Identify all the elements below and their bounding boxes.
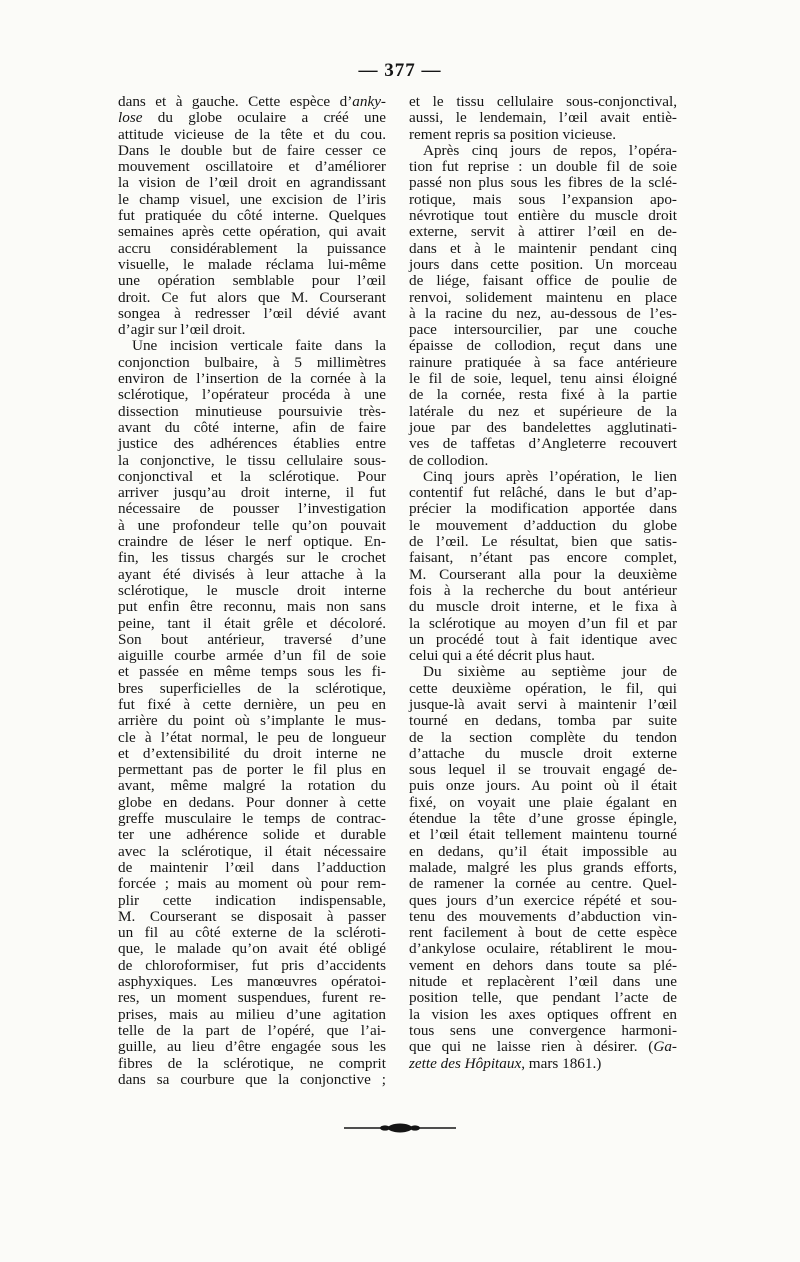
- text-line: [409, 110, 677, 126]
- text-run: épaisse de collodion, reçut dans une: [409, 337, 677, 355]
- text-line: [409, 94, 677, 110]
- text-run: Dans le double but de faire cesser ce: [118, 141, 386, 159]
- text-line: [409, 909, 677, 925]
- text-run: guille, au lieu d’être engagée sous les: [118, 1038, 386, 1056]
- text-run: précier la modification apportée dans: [409, 500, 677, 518]
- text-line: [409, 778, 677, 794]
- text-line: [409, 224, 677, 240]
- text-run: globe en dedans. Pour donner à cette: [118, 793, 386, 811]
- text-run: et d’extensibilité du droit interne ne: [118, 744, 386, 762]
- text-run: le champ visuel, une excision de l’iris: [118, 190, 386, 208]
- text-line: [409, 583, 677, 599]
- text-run: Du sixième au septième jour de: [423, 663, 677, 681]
- text-run: plir cette indication indispensable,: [118, 891, 386, 909]
- text-run: malade, malgré les plus grands efforts,: [409, 858, 677, 876]
- text-run: sclérotique, l’opérateur procéda à une: [118, 386, 386, 404]
- text-line: [118, 241, 386, 257]
- text-run: fixé, on voyait une plaie égalant en: [409, 793, 677, 811]
- text-run: sclérotique, le muscle droit interne: [118, 581, 386, 599]
- text-line: [409, 208, 677, 224]
- text-line: [409, 713, 677, 729]
- text-line: [409, 795, 677, 811]
- text-line: [118, 534, 386, 550]
- text-run: peine, tant il était grêle et décoloré.: [118, 614, 386, 632]
- text-line: [409, 257, 677, 273]
- text-run: environ de l’insertion de la cornée à la: [118, 370, 386, 388]
- text-line: [409, 746, 677, 762]
- text-line: [118, 257, 386, 273]
- text-line: [409, 811, 677, 827]
- text-line: [118, 355, 386, 371]
- text-run: tourné en dedans, tomba par suite: [409, 712, 677, 730]
- text-line: [118, 827, 386, 843]
- text-run: accru considérablement la puissance: [118, 239, 386, 257]
- text-run: M. Courserant alla pour la deuxième: [409, 565, 677, 583]
- text-run: nécessaire de pousser l’investigation: [118, 500, 386, 518]
- text-line: [118, 550, 386, 566]
- text-line: [409, 338, 677, 354]
- text-run: puis onze jours. Au point où il était: [409, 777, 677, 795]
- text-line: [118, 844, 386, 860]
- text-line: [118, 518, 386, 534]
- text-run: contentif fut relâché, dans le but d’ap-: [409, 484, 677, 502]
- text-line: [118, 795, 386, 811]
- text-line: [118, 713, 386, 729]
- text-run: Cinq jours après l’opération, le lien: [423, 467, 677, 485]
- text-run: arriver jusqu’au droit interne, il fut: [118, 484, 386, 502]
- text-run: sous lequel il se trouvait engagé de-: [409, 761, 677, 779]
- text-line: [409, 306, 677, 322]
- text-line: [118, 208, 386, 224]
- italic-text: anky-: [352, 93, 386, 110]
- italic-text: lose: [118, 109, 143, 127]
- text-run: cle à l’état normal, le peu de longueur: [118, 728, 386, 746]
- text-run: de collodion.: [409, 451, 489, 469]
- text-line: [409, 1056, 677, 1072]
- text-run: ques jours d’un exercice répété et sou-: [409, 891, 677, 909]
- italic-text: zette des Hôpitaux: [409, 1054, 522, 1072]
- text-run: et passée en même temps sous les fi-: [118, 663, 386, 681]
- text-run: de maintenir l’œil dans l’adduction: [118, 858, 386, 876]
- text-line: [409, 241, 677, 257]
- text-line: [118, 599, 386, 615]
- text-line: [118, 681, 386, 697]
- text-run: névrotique tout entière du muscle droit: [409, 207, 677, 225]
- text-run: jours dans cette position. Un morceau: [409, 255, 677, 273]
- text-run: celui qui a été décrit plus haut.: [409, 647, 595, 665]
- text-run: jusque-là avait servi à maintenir l’œil: [409, 695, 677, 713]
- text-line: [409, 143, 677, 159]
- text-run: en dedans, qu’il était impossible au: [409, 842, 677, 860]
- text-run: que, le malade qu’on avait été obligé: [118, 940, 386, 958]
- text-run: de ramener la cornée au centre. Quel-: [409, 875, 677, 893]
- text-run: , mars 1861.): [521, 1054, 602, 1072]
- text-run: rent facilement à bout de cette espèce: [409, 924, 677, 942]
- text-run: de chloroformiser, fut pris d’accidents: [118, 956, 386, 974]
- text-line: [409, 518, 677, 534]
- text-run: la vision les axes optiques offrent en: [409, 1005, 677, 1023]
- text-run: arrière du point où s’implante le mus-: [118, 712, 386, 730]
- text-line: [409, 127, 677, 143]
- left-column: [118, 94, 386, 1088]
- text-run: bres superficielles de la sclérotique,: [118, 679, 386, 697]
- text-line: [409, 599, 677, 615]
- text-run: passé non plus sous les fibres de la sclé-: [409, 174, 677, 192]
- text-run: de l’œil. Le résultat, bien que satis-: [409, 533, 677, 551]
- text-line: [118, 94, 386, 110]
- text-run: greffe musculaire le temps de contrac-: [118, 810, 386, 828]
- text-run: asphyxiques. Les manœuvres opératoi-: [118, 973, 386, 991]
- text-run: avant, même malgré la rotation du: [118, 777, 386, 795]
- text-line: [118, 958, 386, 974]
- text-run: songea à redresser l’œil dévié avant: [118, 304, 386, 322]
- text-line: [118, 632, 386, 648]
- text-run: dissection minutieuse poursuivie très-: [118, 402, 386, 420]
- text-run: put enfin être reconnu, mais non sans: [118, 598, 386, 616]
- text-line: [409, 1039, 677, 1055]
- text-run: d’ankylose oculaire, rétablirent le mou-: [409, 940, 677, 958]
- page-number: — 377 —: [358, 60, 442, 81]
- text-line: [118, 583, 386, 599]
- text-line: [118, 1056, 386, 1072]
- text-line: [409, 387, 677, 403]
- ornament-divider-icon: [340, 1121, 460, 1135]
- text-run: forcée ; mais au moment où pour rem-: [118, 875, 386, 893]
- text-run: conjonctival et la sclérotique. Pour: [118, 467, 386, 485]
- text-line: [409, 534, 677, 550]
- text-line: [118, 453, 386, 469]
- text-run: le mouvement d’adduction du globe: [409, 516, 677, 534]
- text-line: [118, 127, 386, 143]
- text-run: fin, les tissus chargés sur le crochet: [118, 549, 386, 567]
- text-line: [118, 762, 386, 778]
- text-line: [118, 664, 386, 680]
- text-run: mouvement oscillatoire et d’améliorer: [118, 158, 386, 176]
- text-line: [118, 1023, 386, 1039]
- text-line: [409, 469, 677, 485]
- text-line: [118, 224, 386, 240]
- text-line: [409, 958, 677, 974]
- text-run: aiguille courbe armée d’un fil de soie: [118, 647, 386, 665]
- text-line: [118, 876, 386, 892]
- text-run: fibres de la sclérotique, ne comprit: [118, 1054, 386, 1072]
- text-run: ter une adhérence solide et durable: [118, 826, 386, 844]
- text-run: position telle, que pendant l’acte de: [409, 989, 677, 1007]
- text-run: un procédé tout à fait identique avec: [409, 630, 677, 648]
- text-line: [409, 567, 677, 583]
- text-run: semaines après cette opération, qui avait: [118, 223, 386, 241]
- text-line: [409, 453, 677, 469]
- text-line: [118, 567, 386, 583]
- text-line: [118, 306, 386, 322]
- text-line: [409, 420, 677, 436]
- text-line: [118, 1039, 386, 1055]
- text-line: [118, 420, 386, 436]
- text-line: [409, 925, 677, 941]
- text-run: attitude vicieuse de la tête et du cou.: [118, 125, 386, 143]
- text-line: [409, 404, 677, 420]
- text-line: [118, 746, 386, 762]
- text-line: [118, 909, 386, 925]
- text-run: telle de la part de l’opéré, que l’ai-: [118, 1021, 386, 1039]
- text-run: craindre de léser le nerf optique. En-: [118, 533, 386, 551]
- text-run: fut pratiquée du côté interne. Quelques: [118, 207, 386, 225]
- text-line: [118, 778, 386, 794]
- text-run: droit. Ce fut alors que M. Courserant: [118, 288, 386, 306]
- text-line: [118, 436, 386, 452]
- text-run: rement repris sa position vicieuse.: [409, 125, 617, 143]
- text-line: [409, 730, 677, 746]
- text-line: [118, 925, 386, 941]
- text-line: [409, 192, 677, 208]
- text-line: [118, 811, 386, 827]
- text-line: [409, 616, 677, 632]
- text-line: [118, 175, 386, 191]
- text-run: ayant été divisés à leur attache à la: [118, 565, 386, 583]
- text-line: [409, 762, 677, 778]
- text-run: du muscle droit interne, et le fixa à: [409, 598, 677, 616]
- text-run: et le tissu cellulaire sous-conjonctival,: [409, 93, 677, 110]
- text-run: dans et à le maintenir pendant cinq: [409, 239, 677, 257]
- text-run: avec la sclérotique, il était nécessaire: [118, 842, 386, 860]
- text-run: Après cinq jours de repos, l’opéra-: [423, 141, 677, 159]
- text-line: [409, 290, 677, 306]
- text-run: à la racine du nez, au-dessous de l’es-: [409, 304, 677, 322]
- text-run: le fil de soie, lequel, tenu ainsi éloigné: [409, 370, 677, 388]
- text-line: [118, 290, 386, 306]
- text-line: [409, 273, 677, 289]
- text-run: pace intersourcilier, par une couche: [409, 321, 677, 339]
- text-run: fut fixé à cette dernière, un peu en: [118, 695, 386, 713]
- text-run: prises, mais au milieu d’une agitation: [118, 1005, 386, 1023]
- text-line: [118, 322, 386, 338]
- text-line: [409, 550, 677, 566]
- text-run: du globe oculaire a créé une: [142, 109, 386, 127]
- text-line: [409, 371, 677, 387]
- text-run: et l’œil était tellement maintenu tourné: [409, 826, 677, 844]
- text-line: [409, 501, 677, 517]
- text-line: [118, 273, 386, 289]
- text-line: [409, 697, 677, 713]
- text-run: d’agir sur l’œil droit.: [118, 321, 246, 339]
- text-run: latérale du nez et supérieure de la: [409, 402, 677, 420]
- text-line: [409, 1023, 677, 1039]
- text-line: [118, 648, 386, 664]
- text-line: [118, 469, 386, 485]
- text-run: tenu des mouvements d’abduction vin-: [409, 907, 677, 925]
- text-run: fois à la recherche du bout antérieur: [409, 581, 677, 599]
- text-run: nitude et replacèrent l’œil dans une: [409, 973, 677, 991]
- text-run: dans sa courbure que la conjonctive ;: [118, 1070, 386, 1088]
- text-run: dans et à gauche. Cette espèce d’: [118, 93, 353, 110]
- text-run: cette deuxième opération, le fil, qui: [409, 679, 677, 697]
- text-run: conjonction bulbaire, à 5 millimètres: [118, 353, 386, 371]
- text-line: [409, 941, 677, 957]
- text-line: [409, 175, 677, 191]
- text-line: [118, 143, 386, 159]
- text-line: [409, 681, 677, 697]
- text-run: de la section complète du tendon: [409, 728, 677, 746]
- text-line: [118, 192, 386, 208]
- text-line: [118, 697, 386, 713]
- text-line: [118, 110, 386, 126]
- text-run: d’attache du muscle droit externe: [409, 744, 677, 762]
- text-line: [409, 876, 677, 892]
- text-line: [118, 616, 386, 632]
- text-line: [118, 371, 386, 387]
- text-run: renvoi, solidement maintenu en place: [409, 288, 677, 306]
- text-line: [118, 974, 386, 990]
- text-line: [409, 322, 677, 338]
- text-line: [409, 974, 677, 990]
- text-line: [409, 1007, 677, 1023]
- text-run: vement en dehors dans toute sa plé-: [409, 956, 677, 974]
- text-line: [118, 941, 386, 957]
- text-run: rainure pratiquée à sa face antérieure: [409, 353, 677, 371]
- text-run: faisant, n’étant pas encore complet,: [409, 549, 677, 567]
- text-line: [409, 827, 677, 843]
- text-line: [409, 664, 677, 680]
- text-run: externe, servit à attirer l’œil en de-: [409, 223, 677, 241]
- text-run: Une incision verticale faite dans la: [132, 337, 386, 355]
- right-column: [409, 94, 677, 1072]
- text-line: [118, 159, 386, 175]
- text-line: [118, 990, 386, 1006]
- text-run: que qui ne laisse rien à désirer. (: [409, 1038, 654, 1056]
- text-run: de la cornée, resta fixé à la partie: [409, 386, 677, 404]
- text-run: étendue la tête d’une grosse épingle,: [409, 810, 677, 828]
- text-line: [118, 387, 386, 403]
- text-line: [409, 648, 677, 664]
- text-line: [409, 159, 677, 175]
- text-run: visuelle, le malade réclama lui-même: [118, 255, 386, 273]
- text-run: la sclérotique au moyen d’un fil et par: [409, 614, 677, 632]
- text-line: [118, 1007, 386, 1023]
- text-run: res, un moment suspendues, furent re-: [118, 989, 386, 1007]
- text-run: Son bout antérieur, traversé d’une: [118, 630, 386, 648]
- text-line: [409, 844, 677, 860]
- text-line: [409, 990, 677, 1006]
- text-line: [118, 1072, 386, 1088]
- text-run: aussi, le lendemain, l’œil avait entiè-: [409, 109, 677, 127]
- text-line: [118, 730, 386, 746]
- text-run: à une profondeur telle qu’on pouvait: [118, 516, 386, 534]
- text-line: [118, 338, 386, 354]
- text-line: [118, 893, 386, 909]
- text-run: de liége, faisant office de poulie de: [409, 272, 677, 290]
- text-run: la conjonctive, le tissu cellulaire sous-: [118, 451, 386, 469]
- text-run: permettant pas de porter le fil plus en: [118, 761, 386, 779]
- text-run: M. Courserant se disposait à passer: [118, 907, 386, 925]
- text-line: [118, 501, 386, 517]
- text-line: [118, 404, 386, 420]
- italic-text: Ga-: [653, 1038, 677, 1056]
- text-line: [409, 436, 677, 452]
- text-line: [409, 355, 677, 371]
- text-line: [409, 860, 677, 876]
- text-line: [409, 632, 677, 648]
- text-run: tion fut reprise : un double fil de soie: [409, 158, 677, 176]
- text-run: la vision de l’œil droit en agrandissant: [118, 174, 386, 192]
- text-run: un fil au côté externe de la scléroti-: [118, 924, 386, 942]
- text-run: joue par des bandelettes agglutinati-: [409, 418, 677, 436]
- text-run: tous sens une convergence harmoni-: [409, 1021, 677, 1039]
- text-run: une opération semblable pour l’œil: [118, 272, 386, 290]
- text-line: [118, 860, 386, 876]
- text-run: avant du côté interne, afin de faire: [118, 418, 386, 436]
- text-run: justice des adhérences établies entre: [118, 435, 386, 453]
- text-line: [118, 485, 386, 501]
- text-line: [409, 893, 677, 909]
- text-run: rotique, mais sous l’expansion apo-: [409, 190, 677, 208]
- text-run: ves de taffetas d’Angleterre recouvert: [409, 435, 677, 453]
- text-line: [409, 485, 677, 501]
